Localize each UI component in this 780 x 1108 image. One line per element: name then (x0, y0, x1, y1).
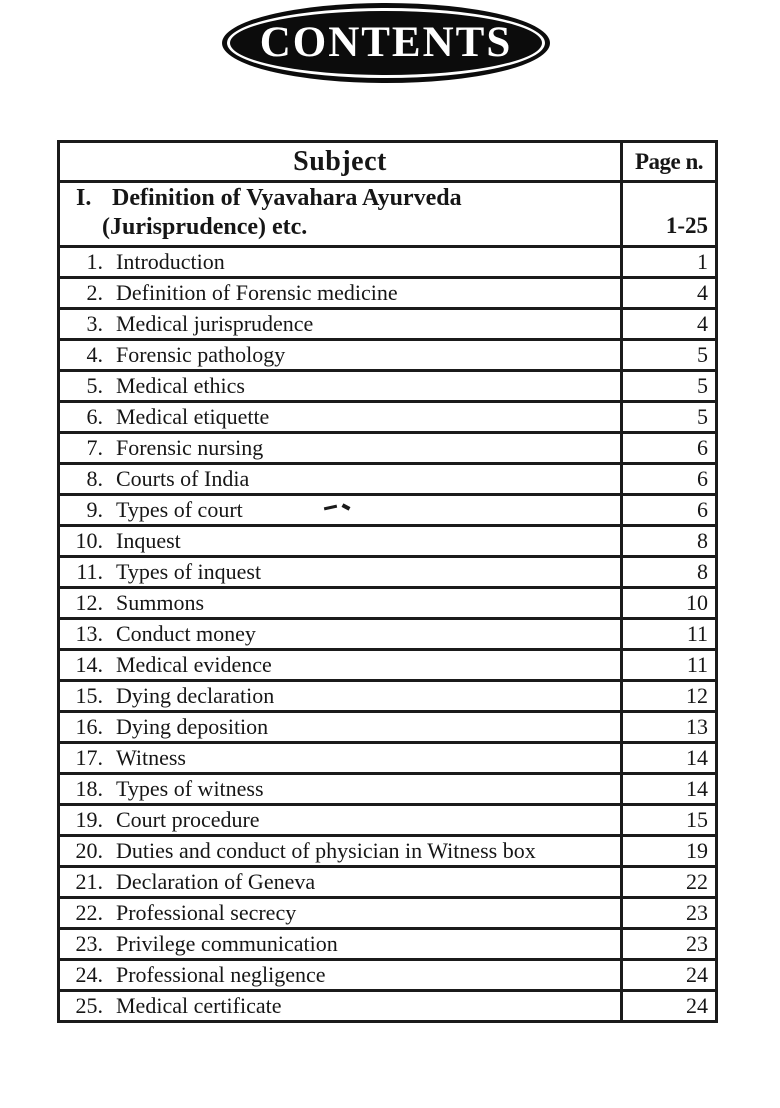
row-subject-text: Forensic nursing (116, 435, 264, 460)
row-subject-text: Medical evidence (116, 652, 272, 677)
table-row (59, 247, 717, 278)
table-row (59, 867, 717, 898)
table-row (59, 464, 717, 495)
row-page-number: 4 (622, 309, 717, 340)
table-row (59, 278, 717, 309)
row-page-number: 11 (622, 650, 717, 681)
row-subject-text: Duties and conduct of physician in Witness box (116, 838, 536, 863)
row-page-number: 11 (622, 619, 717, 650)
table-row (59, 495, 717, 526)
row-subject-cell (59, 805, 622, 836)
row-subject-cell (59, 247, 622, 278)
column-header-page: Page n. (622, 142, 717, 182)
table-row (59, 340, 717, 371)
row-number: 12. (75, 590, 103, 615)
table-row (59, 960, 717, 991)
row-subject-cell (59, 650, 622, 681)
row-page-number: 23 (622, 929, 717, 960)
row-number: 19. (75, 807, 103, 832)
row-subject-cell (59, 712, 622, 743)
row-subject-text: Introduction (116, 249, 225, 274)
section-title-line1: Definition of Vyavahara Ayurveda (112, 185, 462, 211)
table-row (59, 898, 717, 929)
table-row (59, 526, 717, 557)
row-subject-text: Court procedure (116, 807, 260, 832)
row-subject-text: Types of inquest (116, 559, 262, 584)
row-subject-cell (59, 774, 622, 805)
page-title: CONTENTS (259, 18, 513, 66)
row-subject-text: Medical certificate (116, 993, 282, 1018)
row-page-number: 5 (622, 402, 717, 433)
row-number: 22. (75, 900, 103, 925)
row-subject-text: Definition of Forensic medicine (116, 280, 398, 305)
row-subject-cell (59, 619, 622, 650)
table-row (59, 774, 717, 805)
row-subject-text: Professional negligence (116, 962, 326, 987)
row-subject-cell (59, 898, 622, 929)
row-subject-text: Forensic pathology (116, 342, 286, 367)
row-page-number: 5 (622, 371, 717, 402)
table-row (59, 619, 717, 650)
table-row (59, 371, 717, 402)
row-subject-text: Dying deposition (116, 714, 269, 739)
row-number: 6. (86, 404, 103, 429)
table-row (59, 309, 717, 340)
row-number: 15. (75, 683, 103, 708)
row-page-number: 4 (622, 278, 717, 309)
row-subject-text: Summons (116, 590, 205, 615)
header-row (59, 142, 717, 182)
row-subject-text: Medical ethics (116, 373, 245, 398)
row-number: 16. (75, 714, 103, 739)
table-row (59, 743, 717, 774)
row-page-number: 12 (622, 681, 717, 712)
row-page-number: 6 (622, 464, 717, 495)
row-page-number: 15 (622, 805, 717, 836)
section-title-line2: (Jurisprudence) etc. (102, 214, 308, 240)
row-subject-cell (59, 681, 622, 712)
row-subject-text: Medical etiquette (116, 404, 270, 429)
row-page-number: 10 (622, 588, 717, 619)
row-number: 23. (75, 931, 103, 956)
section-row (59, 182, 717, 247)
row-subject-cell (59, 526, 622, 557)
contents-table (57, 140, 718, 1023)
row-subject-text: Conduct money (116, 621, 256, 646)
row-number: 4. (86, 342, 103, 367)
table-row (59, 557, 717, 588)
table-row (59, 681, 717, 712)
row-number: 14. (75, 652, 103, 677)
section-page-range: 1-25 (622, 182, 717, 247)
row-subject-cell (59, 743, 622, 774)
row-subject-cell (59, 836, 622, 867)
row-number: 20. (75, 838, 103, 863)
row-subject-text: Professional secrecy (116, 900, 297, 925)
toc-rows (59, 247, 717, 1022)
table-row (59, 836, 717, 867)
row-subject-cell (59, 371, 622, 402)
row-number: 3. (86, 311, 103, 336)
row-subject-cell (59, 433, 622, 464)
row-subject-cell (59, 340, 622, 371)
row-subject-cell (59, 402, 622, 433)
row-subject-cell (59, 309, 622, 340)
contents-badge (222, 3, 550, 83)
row-number: 10. (75, 528, 103, 553)
row-number: 2. (86, 280, 103, 305)
row-page-number: 22 (622, 867, 717, 898)
table-row (59, 588, 717, 619)
table-row (59, 433, 717, 464)
row-subject-cell (59, 991, 622, 1022)
row-page-number: 8 (622, 526, 717, 557)
row-number: 17. (75, 745, 103, 770)
row-subject-text: Medical jurisprudence (116, 311, 314, 336)
row-subject-text: Inquest (116, 528, 181, 553)
section-numeral: I. (76, 185, 92, 211)
row-subject-cell (59, 867, 622, 898)
row-page-number: 14 (622, 743, 717, 774)
row-subject-text: Courts of India (116, 466, 250, 491)
table-row (59, 991, 717, 1022)
table-row (59, 712, 717, 743)
row-number: 13. (75, 621, 103, 646)
row-number: 24. (75, 962, 103, 987)
row-subject-text: Declaration of Geneva (116, 869, 316, 894)
row-subject-cell (59, 557, 622, 588)
row-subject-cell (59, 495, 622, 526)
row-page-number: 24 (622, 991, 717, 1022)
row-number: 9. (86, 497, 103, 522)
row-subject-cell (59, 278, 622, 309)
row-page-number: 1 (622, 247, 717, 278)
row-page-number: 5 (622, 340, 717, 371)
row-subject-cell (59, 464, 622, 495)
table-row (59, 929, 717, 960)
row-page-number: 24 (622, 960, 717, 991)
section-title (59, 182, 622, 247)
row-subject-cell (59, 960, 622, 991)
row-number: 11. (76, 559, 103, 584)
row-number: 1. (86, 249, 103, 274)
row-subject-cell (59, 929, 622, 960)
row-subject-text: Types of witness (116, 776, 264, 801)
row-page-number: 6 (622, 433, 717, 464)
row-subject-text: Privilege communication (116, 931, 338, 956)
row-number: 7. (86, 435, 103, 460)
row-subject-text: Witness (116, 745, 186, 770)
row-number: 18. (75, 776, 103, 801)
row-page-number: 19 (622, 836, 717, 867)
row-number: 21. (75, 869, 103, 894)
table-row (59, 650, 717, 681)
row-page-number: 13 (622, 712, 717, 743)
column-header-subject: Subject (59, 142, 622, 182)
row-subject-cell (59, 588, 622, 619)
row-page-number: 23 (622, 898, 717, 929)
row-number: 8. (86, 466, 103, 491)
row-subject-text: Dying declaration (116, 683, 275, 708)
row-page-number: 6 (622, 495, 717, 526)
row-page-number: 8 (622, 557, 717, 588)
table-row (59, 402, 717, 433)
row-number: 5. (86, 373, 103, 398)
row-subject-text: Types of court (116, 497, 243, 522)
row-page-number: 14 (622, 774, 717, 805)
table-row (59, 805, 717, 836)
row-number: 25. (75, 993, 103, 1018)
